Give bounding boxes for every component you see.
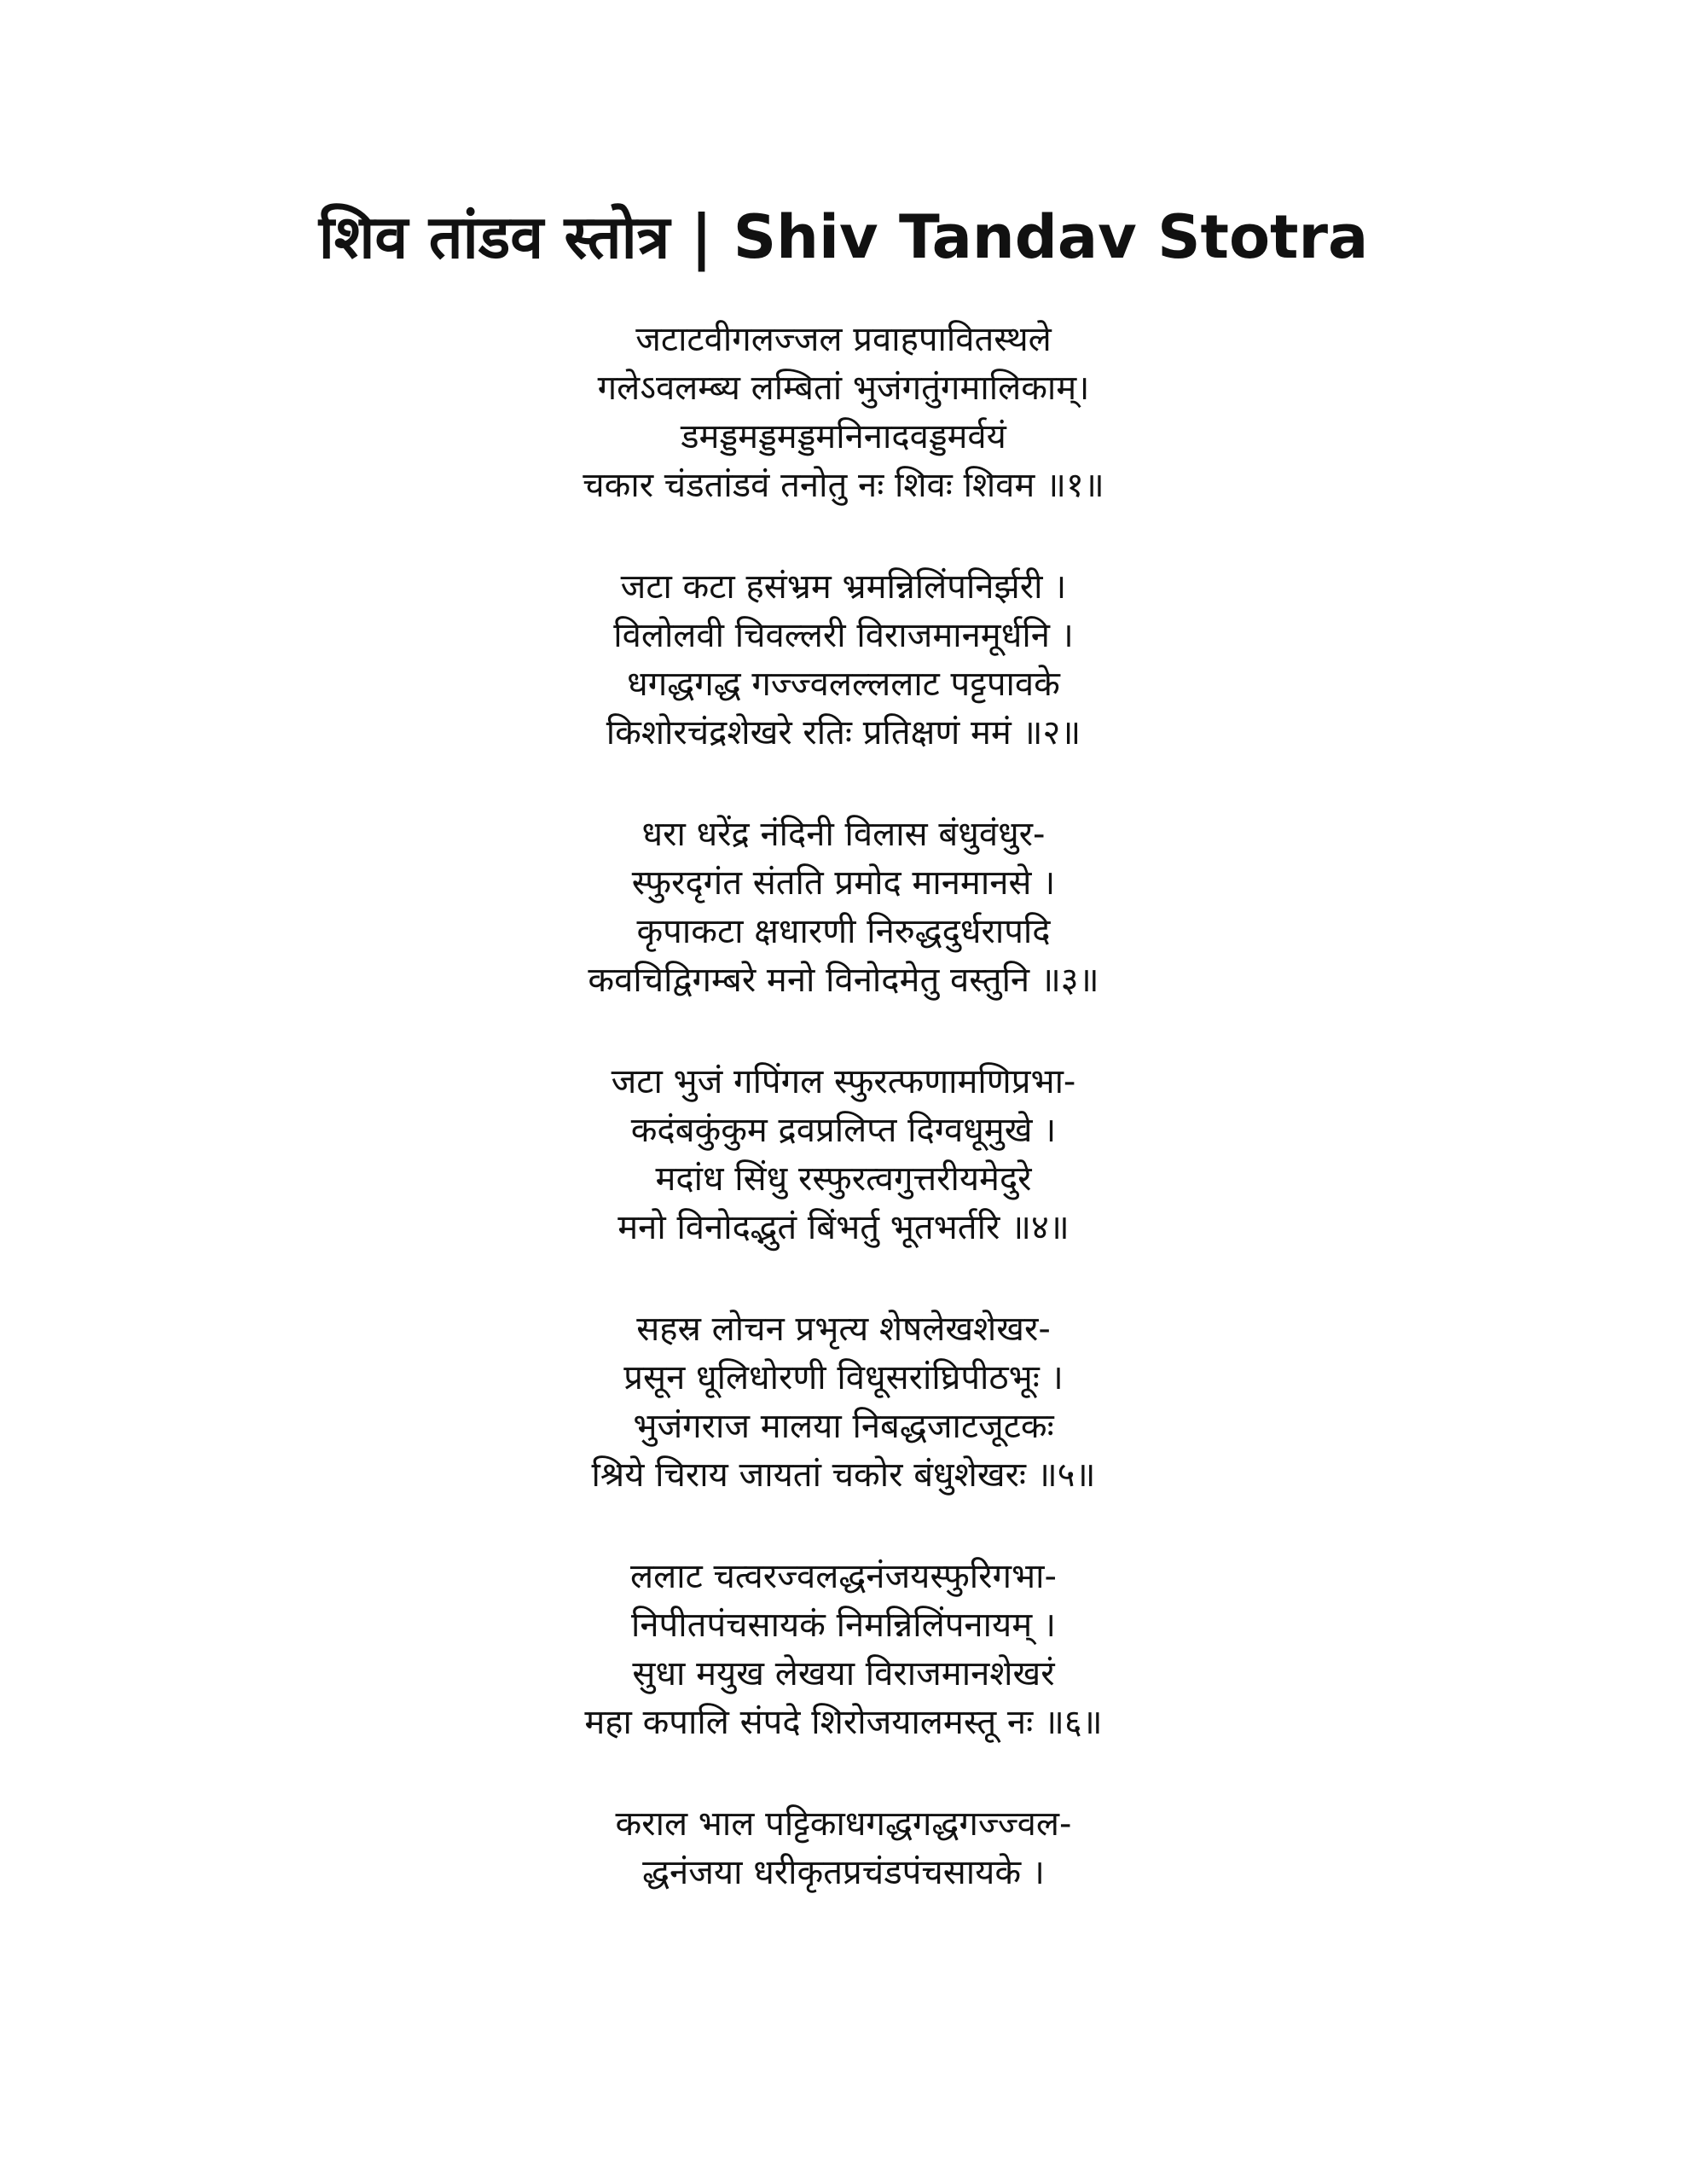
verse-line: जटा भुजं गपिंगल स्फुरत्फणामणिप्रभा- (611, 1062, 1076, 1101)
stanza-5 (0, 1305, 1687, 1500)
stotra-body (0, 316, 1687, 1950)
verse-line: श्रिये चिराय जायतां चकोर बंधुशेखरः ॥५॥ (591, 1455, 1096, 1495)
verse-line: किशोरचंद्रशेखरे रतिः प्रतिक्षणं ममं ॥२॥ (606, 713, 1081, 752)
stanza-1 (0, 316, 1687, 510)
verse-line: चकार चंडतांडवं तनोतु नः शिवः शिवम ॥१॥ (583, 466, 1104, 505)
verse-line: निपीतपंचसायकं निमन्निलिंपनायम् । (631, 1606, 1056, 1645)
stanza-4 (0, 1058, 1687, 1252)
verse-line: कवचिद्विगम्बरे मनो विनोदमेतु वस्तुनि ॥३॥ (588, 961, 1099, 1000)
stanza-7 (0, 1800, 1687, 1897)
verse-line: डमड्डमड्डमड्डमनिनादवड्डमर्वयं (681, 417, 1006, 456)
verse-line: मदांध सिंधु रस्फुरत्वगुत्तरीयमेदुरे (655, 1159, 1032, 1199)
verse-line: कदंबकुंकुम द्रवप्रलिप्त दिग्वधूमुखे । (630, 1111, 1057, 1150)
verse-line: सुधा मयुख लेखया विराजमानशेखरं (632, 1654, 1055, 1693)
verse-line: जटा कटा हसंभ्रम भ्रमन्निलिंपनिर्झरी । (620, 567, 1067, 607)
verse-line: सहस्र लोचन प्रभृत्य शेषलेखशेखर- (636, 1310, 1051, 1349)
verse-line: धरा धरेंद्र नंदिनी विलास बंधुवंधुर- (641, 815, 1046, 854)
verse-line: विलोलवी चिवल्लरी विराजमानमूर्धनि । (613, 616, 1074, 655)
verse-line: स्फुरदृगंत संतति प्रमोद मानमानसे । (631, 863, 1056, 903)
verse-line: कराल भाल पट्टिकाधगद्धगद्धगज्ज्वल- (615, 1804, 1072, 1844)
verse-line: जटाटवीगलज्जल प्रवाहपावितस्थले (635, 320, 1052, 359)
verse-line: धगद्धगद्ध गज्ज्वलल्ललाट पट्टपावके (627, 665, 1060, 704)
verse-line: भुजंगराज मालया निबद्धजाटजूटकः (633, 1407, 1054, 1446)
verse-line: मनो विनोदद्भुतं बिंभर्तु भूतभर्तरि ॥४॥ (617, 1208, 1070, 1247)
verse-line: ललाट चत्वरज्वलद्धनंजयस्फुरिगभा- (630, 1557, 1057, 1596)
verse-line: द्धनंजया धरीकृतप्रचंडपंचसायके । (642, 1853, 1045, 1892)
verse-line: महा कपालि संपदे शिरोजयालमस्तू नः ॥६॥ (584, 1703, 1103, 1742)
stanza-6 (0, 1553, 1687, 1747)
verse-line: गलेऽवलम्ब्य लम्बितां भुजंगतुंगमालिकाम्। (597, 369, 1090, 408)
verse-line: प्रसून धूलिधोरणी विधूसरांघ्रिपीठभूः । (623, 1358, 1064, 1397)
page-title: शिव तांडव स्तोत्र | Shiv Tandav Stotra (318, 202, 1369, 272)
verse-line: कृपाकटा क्षधारणी निरुद्धदुर्धरापदि (636, 912, 1051, 951)
stanza-3 (0, 810, 1687, 1005)
stanza-2 (0, 563, 1687, 758)
